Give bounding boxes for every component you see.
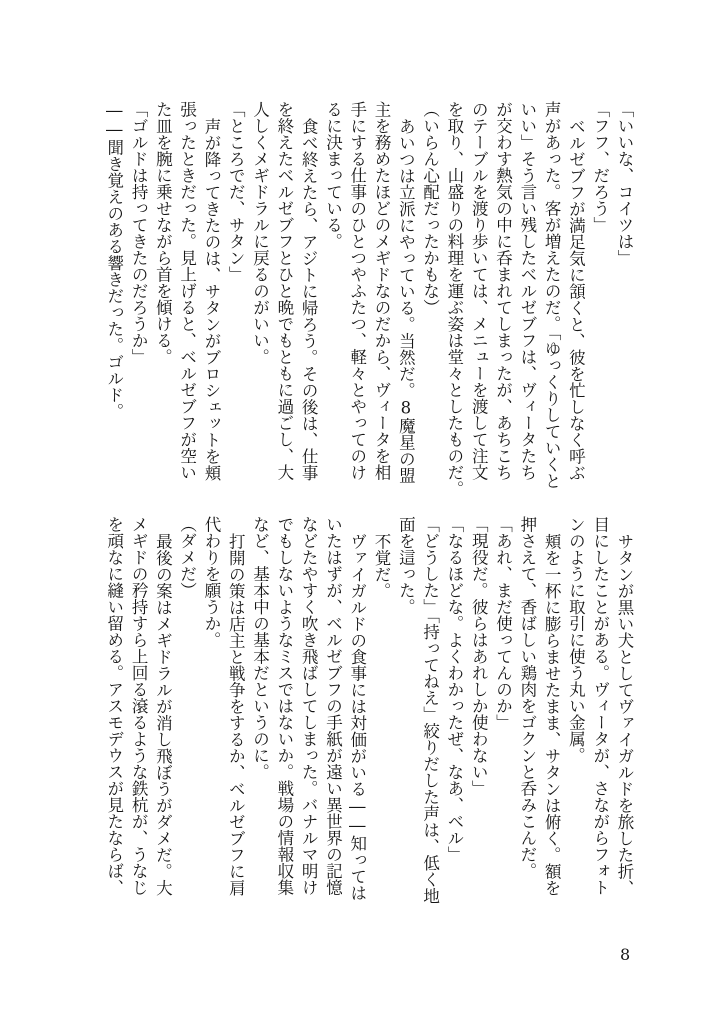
text-line: た皿を腕に乗せながら首を傾ける。 (153, 101, 173, 365)
text-line: でもしないようなミスではないか。戦場の情報収集 (274, 516, 294, 896)
text-line: 声が降ってきたのは、サタンがブロシェットを頬 (201, 117, 221, 481)
text-line: いい」そう言い残したベルゼブフは、ヴィータたち (517, 101, 537, 481)
text-block-bottom (101, 516, 636, 904)
text-line: 面を這った。 (396, 516, 416, 615)
text-line: るに決まっている。 (323, 101, 343, 250)
text-line: 声があった。客が増えたのだ。「ゆっくりしていくと (542, 101, 562, 489)
text-line: 主を務めたほどのメギドなのだから、ヴィータを相 (372, 101, 392, 481)
text-line: （ダメだ） (177, 516, 197, 599)
text-line: など、基本中の基本だというのに。 (250, 516, 270, 780)
text-line: メギドの矜持すら上回る滾るような鉄杭が、うなじ (129, 516, 149, 896)
text-line: 「どうした」「持ってねえ」絞りだした声は、低く地 (420, 516, 440, 904)
text-line: ンのように取引に使う丸い金属。 (566, 516, 586, 764)
text-line: ベルゼブフが満足気に頷くと、彼を忙しなく呼ぶ (566, 117, 586, 481)
text-line: 「現役だ。彼らはあれしか使わない」 (469, 516, 489, 797)
text-line: 「ところでだ、サタン」 (226, 101, 246, 283)
text-line: を終えたベルゼブフとひと晩でもともに過ごし、大 (274, 101, 294, 481)
text-line: を頑なに縫い留める。アスモデウスが見たならば、 (104, 516, 124, 896)
text-line: 「なるほどな。よくわかったぜ、なあ、ベル」 (444, 516, 464, 863)
text-line: いたはずが、ベルゼブフの手紙が遠い異世界の記憶 (323, 516, 343, 896)
text-line: 「フフ、だろう」 (590, 101, 610, 233)
text-line: 手にする仕事のひとつやふたつ、軽々とやってのけ (347, 101, 367, 481)
text-block-top (101, 101, 636, 497)
text-line: 代わりを願うか。 (201, 516, 221, 648)
text-line: 「いいな、コイツは」 (615, 101, 634, 266)
text-line: を取り、山盛りの料理を運ぶ姿は堂々としたものだ。 (444, 101, 464, 497)
text-line: あいつは立派にやっている。当然だ。8魔星の盟 (396, 117, 416, 483)
page-number: 8 (620, 945, 631, 964)
text-line: 張ったときだった。見上げると、ベルゼブフが空い (177, 101, 197, 481)
text-line: が交わす熱気の中に呑まれてしまったが、あちこち (493, 101, 513, 481)
text-line: などたやすく吹き飛ばしてしまった。バナルマ明け (299, 516, 319, 896)
text-line: 「あれ、まだ使ってんのか」 (493, 516, 513, 731)
text-line: 「ゴルドは持ってきたのだろうか」 (129, 101, 149, 365)
text-line: （いらん心配だったかもな） (420, 101, 440, 316)
text-line: のテーブルを渡り歩いては、メニューを渡して注文 (469, 101, 489, 481)
text-line: 頬を一杯に膨らませたまま、サタンは俯く。額を (542, 532, 562, 896)
text-line: 不覚だ。 (372, 532, 392, 599)
text-line: サタンが黒い犬としてヴァイガルドを旅した折、 (615, 532, 634, 896)
text-line: 目にしたことがある。ヴィータが、さながらフォト (590, 516, 610, 896)
text-line: 打開の策は店主と戦争をするか、ベルゼブフに肩 (226, 532, 246, 896)
text-line: ヴァイガルドの食事には対価がいる――知っては (347, 532, 367, 901)
text-line: 人しくメギドラルに戻るのがいい。 (250, 101, 270, 365)
text-line: 押さえて、香ばしい鶏肉をゴクンと呑みこんだ。 (517, 516, 537, 879)
text-line: 最後の案はメギドラルが消し飛ぼうがダメだ。大 (153, 532, 173, 896)
text-line: 食べ終えたら、アジトに帰ろう。その後は、仕事 (299, 117, 319, 481)
text-line: ――聞き覚えのある響きだった。ゴルド。 (104, 101, 124, 420)
